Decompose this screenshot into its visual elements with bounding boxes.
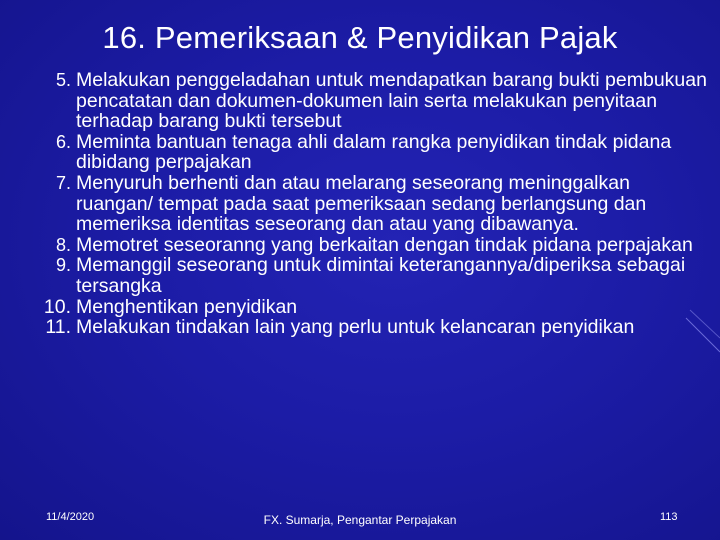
slide-title: 16. Pemeriksaan & Penyidikan Pajak <box>102 20 618 55</box>
footer-date: 11/4/2020 <box>46 511 95 523</box>
list-item <box>18 255 708 296</box>
item-number: 10. <box>43 295 71 318</box>
item-text: Memanggil seseorang untuk dimintai keterangannya/diperiksa sebagai tersangka <box>76 254 686 297</box>
list-item <box>18 70 708 132</box>
list-item <box>18 317 708 338</box>
page-number: 113 <box>660 511 678 523</box>
item-number: 9. <box>55 255 71 276</box>
item-text: Melakukan tindakan lain yang perlu untuk kelancaran penyidikan <box>76 316 635 339</box>
item-text: Menghentikan penyidikan <box>76 295 298 318</box>
list-item <box>18 297 708 318</box>
item-number: 8. <box>55 234 71 255</box>
item-number: 6. <box>55 131 71 152</box>
item-number: 11. <box>45 316 71 339</box>
item-number: 7. <box>55 172 71 193</box>
item-text: Menyuruh berhenti dan atau melarang seseorang meninggalkan ruangan/ tempat pada saat pemeriksaan sedang berlangsung dan memeriksa identitas seseorang dan atau yang dibawanya. <box>76 171 647 236</box>
list-item <box>18 132 708 173</box>
item-number: 5. <box>55 70 71 90</box>
list-item <box>18 173 708 235</box>
item-text: Melakukan penggeladahan untuk mendapatkan barang bukti pembukuan pencatatan dan dokumen-dokumen lain serta melakukan penyitaan terhadap barang bukti tersebut <box>76 69 707 133</box>
item-text: Meminta bantuan tenaga ahli dalam rangka penyidikan tindak pidana dibidang perpajakan <box>76 130 672 174</box>
footer-author: FX. Sumarja, Pengantar Perpajakan <box>263 513 457 527</box>
item-text: Memotret seseoranng yang berkaitan dengan tindak pidana perpajakan <box>76 233 693 256</box>
item-list <box>18 70 708 338</box>
list-item <box>18 235 708 256</box>
